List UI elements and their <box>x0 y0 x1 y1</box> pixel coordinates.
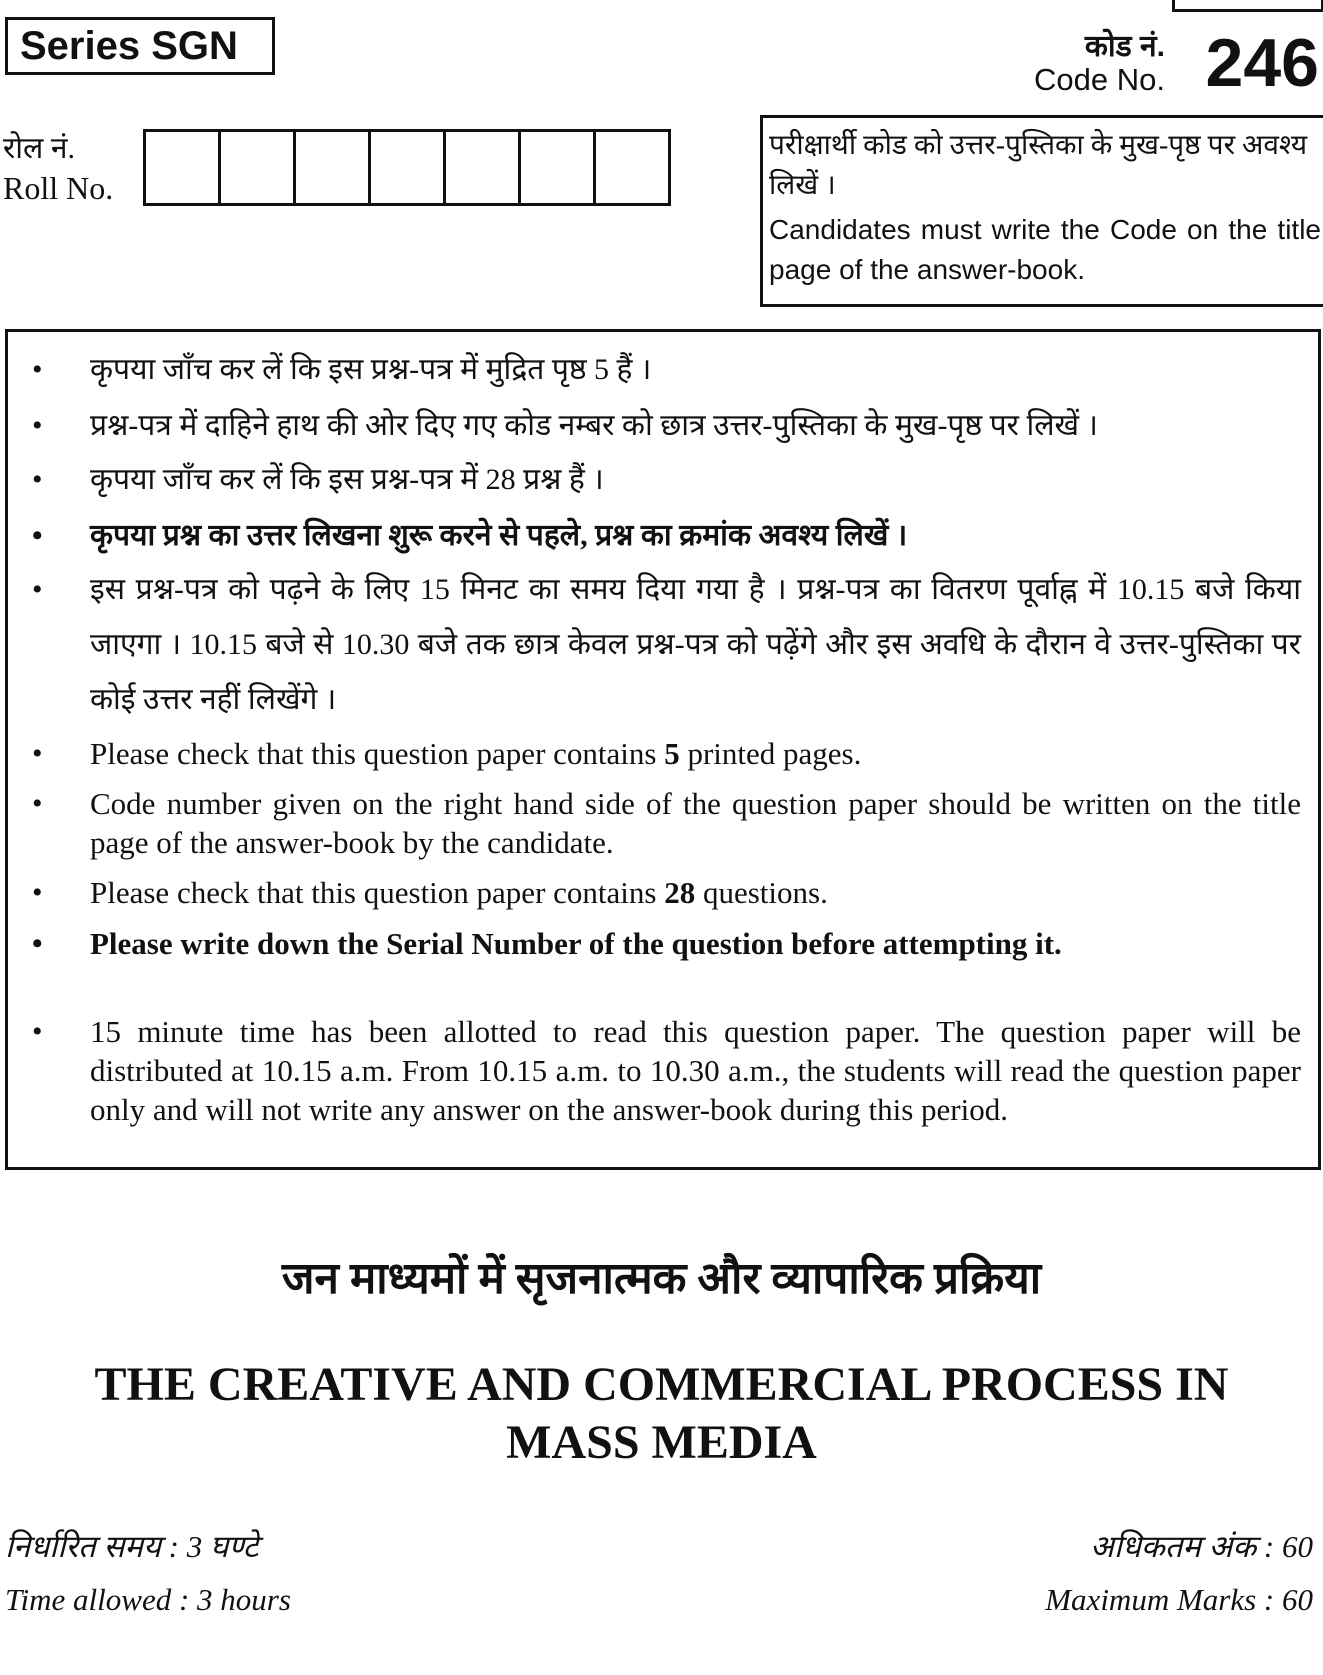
subject-title-hindi: जन माध्यमों में सृजनात्मक और व्यापारिक प्रक्रिया <box>281 1254 1042 1303</box>
instruction-item <box>32 734 1301 773</box>
instruction-text: Please check that this question paper contains <box>90 736 665 771</box>
roll-label: Roll No. <box>3 170 114 206</box>
instruction-item <box>32 562 1301 727</box>
instructions-box <box>5 329 1321 1170</box>
instruction-text: Please check that this question paper contains <box>90 875 665 910</box>
subject-title-text: THE CREATIVE AND COMMERCIAL PROCESS IN MASS MEDIA <box>94 1358 1229 1469</box>
bullet: • <box>32 787 43 820</box>
roll-digit-box[interactable] <box>221 132 296 203</box>
bullet: • <box>32 927 43 960</box>
question-count: 28 <box>664 875 696 910</box>
instruction-item <box>32 342 1301 397</box>
instruction-text: printed pages. <box>679 736 862 771</box>
instruction-text: Please write down the Serial Number of the question before attempting it. <box>90 926 1062 961</box>
notice-english: Candidates must write the Code on the title page of the answer-book. <box>769 214 1321 285</box>
bullet: • <box>32 876 43 909</box>
top-border-box <box>1172 0 1323 12</box>
roll-digit-box[interactable] <box>146 132 221 203</box>
time-allowed-hindi: निर्धारित समय : 3 घण्टे <box>5 1529 259 1564</box>
roll-digit-box[interactable] <box>596 132 668 203</box>
bullet: • <box>32 409 43 442</box>
instruction-item <box>32 873 1301 912</box>
instruction-text: Code number given on the right hand side of the question paper should be written on the title page of the answer-book by the candidate. <box>90 786 1301 860</box>
bullet: • <box>32 463 43 496</box>
roll-label-hindi: रोल नं. <box>3 132 76 165</box>
roll-digit-box[interactable] <box>296 132 371 203</box>
instruction-text: इस प्रश्न-पत्र को पढ़ने के लिए 15 मिनट का समय दिया गया है । प्रश्न-पत्र का वितरण पूर्वाह्न में 10.15 बजे किया जाएगा । 10.15 बजे से 10.30 बजे तक छात्र केवल प्रश्न-पत्र को पढ़ेंगे और इस अवधि के दौरान वे उत्तर-पुस्तिका पर कोई उत्तर नहीं लिखेंगे । <box>90 573 1301 716</box>
roll-digit-box[interactable] <box>521 132 596 203</box>
roll-digit-box[interactable] <box>446 132 521 203</box>
max-marks-hindi: अधिकतम अंक : 60 <box>1090 1529 1313 1564</box>
instruction-text: 15 minute time has been allotted to read this question paper. The question paper will be distributed at 10.15 a.m. From 10.15 a.m. to 10.30 a.m., the students will read the question paper only and will not write any answer on the answer-book during this period. <box>90 1014 1301 1127</box>
instruction-text: कृपया प्रश्न का उत्तर लिखना शुरू करने से पहले, प्रश्न का क्रमांक अवश्य लिखें । <box>90 519 908 552</box>
bullet: • <box>32 1015 43 1048</box>
bullet: • <box>32 737 43 770</box>
bullet: • <box>32 519 43 552</box>
roll-digit-box[interactable] <box>371 132 446 203</box>
bullet: • <box>32 353 43 386</box>
instruction-item <box>32 1012 1301 1129</box>
roll-number-boxes[interactable] <box>143 129 671 206</box>
page-count: 5 <box>664 736 680 771</box>
instruction-item <box>32 398 1301 453</box>
code-notice-box <box>760 115 1323 307</box>
max-marks: Maximum Marks : 60 <box>1045 1582 1313 1617</box>
series-box: Series SGN <box>5 17 275 75</box>
code-number: 246 <box>1205 25 1319 101</box>
instruction-text: कृपया जाँच कर लें कि इस प्रश्न-पत्र में 28 प्रश्न हैं । <box>90 463 604 496</box>
instruction-item <box>32 784 1301 862</box>
instruction-text: questions. <box>695 875 828 910</box>
instruction-item <box>32 508 1301 563</box>
time-allowed: Time allowed : 3 hours <box>5 1582 291 1617</box>
code-label-hindi: कोड नं. <box>1084 30 1165 63</box>
instruction-item <box>32 452 1301 507</box>
instruction-text: कृपया जाँच कर लें कि इस प्रश्न-पत्र में मुद्रित पृष्ठ 5 हैं । <box>90 353 652 386</box>
bullet: • <box>32 573 43 606</box>
code-label: Code No. <box>1034 62 1165 97</box>
notice-hindi: परीक्षार्थी कोड को उत्तर-पुस्तिका के मुख-पृष्ठ पर अवश्य लिखें । <box>769 130 1308 201</box>
instruction-text: प्रश्न-पत्र में दाहिने हाथ की ओर दिए गए कोड नम्बर को छात्र उत्तर-पुस्तिका के मुख-पृष्ठ पर लिखें । <box>90 409 1098 442</box>
subject-title <box>0 1356 1323 1472</box>
instruction-item <box>32 924 1301 963</box>
